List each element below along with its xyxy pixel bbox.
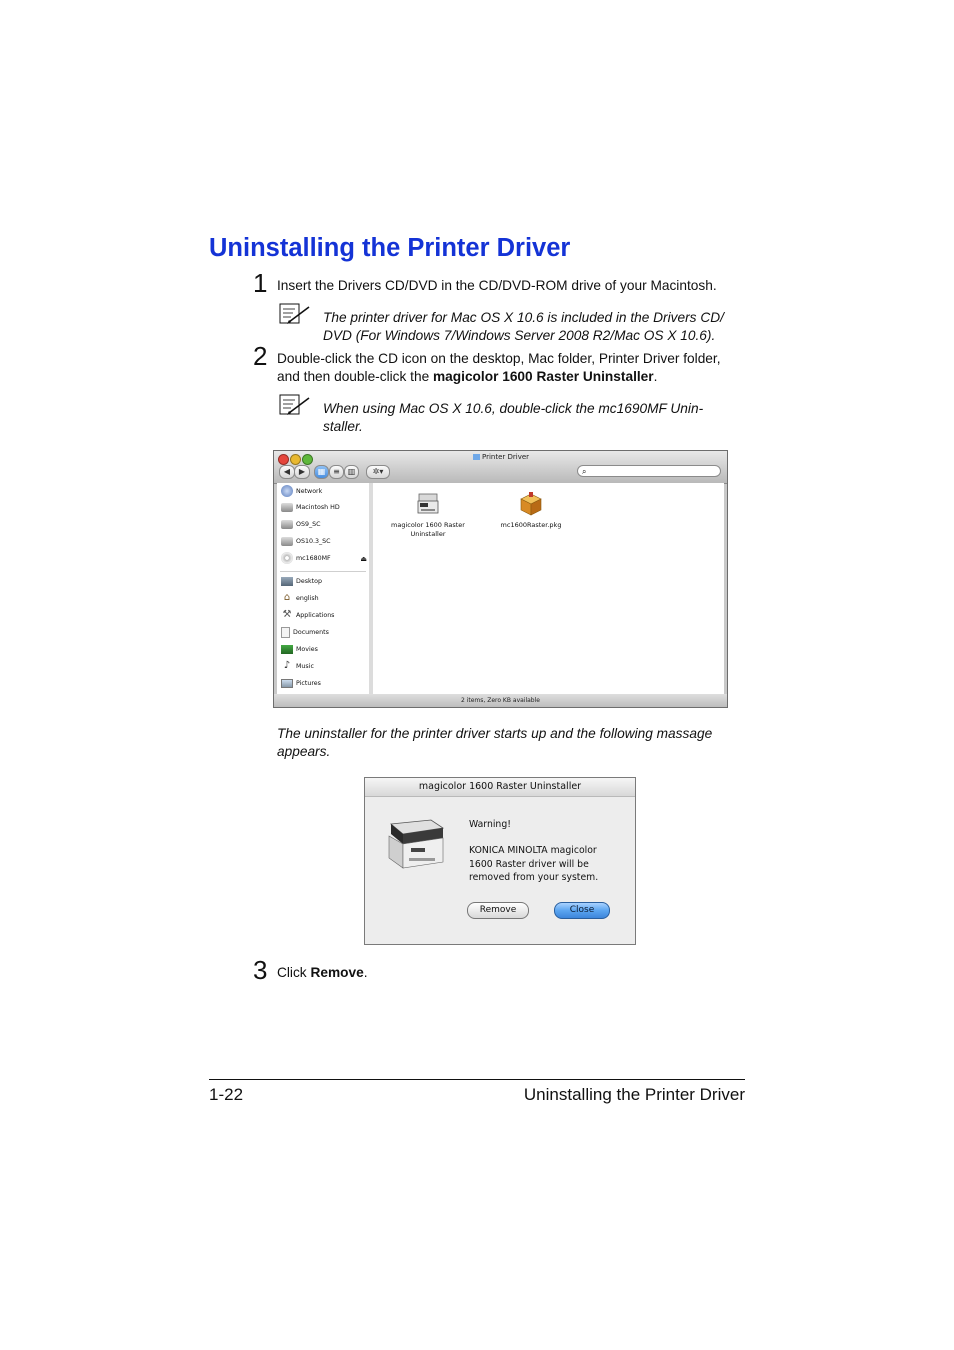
dialog-message-line-3: removed from your system. (469, 872, 599, 883)
zoom-window-button[interactable] (302, 454, 313, 465)
file-label-line-1: magicolor 1600 Raster (391, 521, 465, 529)
sidebar-label: Network (296, 488, 323, 495)
forward-icon[interactable]: ▶ (294, 465, 310, 479)
remove-button[interactable]: Remove (467, 902, 529, 919)
sidebar-item-macintosh-hd[interactable] (281, 501, 369, 515)
sidebar-label: mc1680MF (296, 555, 331, 562)
list-view-button[interactable]: ≡ (329, 465, 344, 479)
package-icon (518, 491, 544, 517)
sidebar-label: Documents (293, 629, 329, 636)
music-icon: ♪ (283, 660, 291, 671)
note-2-line-1: When using Mac OS X 10.6, double-click the mc1690MF Unin- (323, 401, 704, 416)
eject-icon[interactable]: ⏏ (360, 555, 367, 563)
step-number-3: 3 (253, 955, 268, 985)
sidebar-item-movies[interactable] (281, 643, 369, 657)
finder-content (373, 483, 724, 694)
icon-view-button[interactable]: ▦ (314, 465, 329, 479)
folder-icon (473, 454, 480, 460)
note-icon (279, 303, 311, 325)
sidebar-label: OS9_SC (296, 521, 321, 528)
step-3-prefix: Click (277, 965, 311, 980)
sidebar-item-pictures[interactable] (281, 677, 369, 691)
documents-icon (281, 627, 290, 638)
step-2-prefix: and then double-click the (277, 369, 433, 384)
sidebar-divider (280, 571, 366, 572)
desktop-icon (281, 577, 293, 586)
sidebar-label: Desktop (296, 578, 322, 585)
finder-toolbar (274, 451, 727, 484)
section-heading: Uninstalling the Printer Driver (209, 234, 571, 262)
uninstaller-dialog (364, 777, 636, 945)
finder-title-text: Printer Driver (482, 453, 530, 461)
sidebar-label: Macintosh HD (296, 504, 340, 511)
step-3-bold: Remove (310, 965, 364, 980)
note-1-line-1: The printer driver for Mac OS X 10.6 is included in the Drivers CD/ (323, 310, 724, 325)
file-uninstaller[interactable] (383, 491, 473, 538)
step-number-2: 2 (253, 341, 268, 371)
sidebar-label: Music (296, 663, 314, 670)
step-2-line-2 (277, 368, 657, 386)
sidebar-item-documents[interactable] (281, 626, 369, 640)
applications-icon: ⚒ (282, 609, 292, 620)
search-input[interactable] (577, 465, 721, 477)
file-label-line-2: Uninstaller (410, 529, 446, 538)
step-2-bold: magicolor 1600 Raster Uninstaller (433, 369, 654, 384)
finder-sidebar (277, 483, 371, 694)
step-3-suffix: . (363, 965, 368, 980)
finder-title (473, 453, 529, 461)
dialog-message-line-1: KONICA MINOLTA magicolor (469, 845, 597, 856)
sidebar-item-os9-sc[interactable] (281, 518, 369, 532)
home-icon: ⌂ (283, 592, 291, 603)
sidebar-item-music[interactable] (281, 660, 369, 674)
sidebar-label: Pictures (296, 680, 321, 687)
sidebar-item-os10-3-sc[interactable] (281, 535, 369, 549)
sidebar-label: Applications (296, 612, 335, 619)
pictures-icon (281, 679, 293, 688)
close-window-button[interactable] (278, 454, 289, 465)
search-icon: ⌕ (582, 467, 587, 476)
step-2-suffix: . (653, 369, 658, 384)
finder-window (273, 450, 728, 708)
disk-icon (281, 503, 293, 512)
file-label-line-1: mc1600Raster.pkg (500, 521, 562, 529)
sidebar-item-mc1680mf[interactable] (281, 552, 369, 566)
footer-section-title: Uninstalling the Printer Driver (523, 1085, 745, 1104)
step-number-1: 1 (253, 268, 268, 298)
back-icon[interactable]: ◀ (279, 465, 295, 479)
printer-icon (415, 491, 441, 517)
sidebar-item-network[interactable] (281, 485, 369, 499)
cd-icon (281, 552, 293, 564)
footer-rule (209, 1079, 745, 1080)
sidebar-item-english[interactable] (281, 592, 369, 606)
close-button[interactable]: Close (554, 902, 610, 919)
note-icon (279, 394, 311, 416)
caption-line-2: appears. (277, 744, 331, 759)
minimize-window-button[interactable] (290, 454, 301, 465)
note-2-line-2: staller. (323, 419, 363, 434)
sidebar-label: Movies (296, 646, 318, 653)
dialog-warning: Warning! (469, 819, 511, 830)
dialog-title: magicolor 1600 Raster Uninstaller (365, 778, 635, 797)
note-1-line-2: DVD (For Windows 7/Windows Server 2008 R2/Mac OS X 10.6). (323, 328, 716, 343)
dialog-message-line-2: 1600 Raster driver will be (469, 858, 589, 870)
sidebar-label: english (296, 595, 319, 602)
step-3-text (277, 964, 368, 982)
network-icon (281, 485, 293, 497)
disk-icon (281, 520, 293, 529)
sidebar-label: OS10.3_SC (296, 538, 331, 545)
disk-icon (281, 537, 293, 546)
sidebar-item-applications[interactable] (281, 609, 369, 623)
sidebar-item-desktop[interactable] (281, 575, 369, 589)
printer-icon (383, 812, 449, 872)
step-2-line-1: Double-click the CD icon on the desktop, Mac folder, Printer Driver folder, (277, 351, 721, 366)
file-package[interactable] (486, 491, 576, 530)
finder-status-bar: 2 items, Zero KB available (274, 694, 727, 707)
caption-line-1: The uninstaller for the printer driver starts up and the following massage (277, 726, 713, 741)
page-number: 1-22 (209, 1085, 244, 1104)
column-view-button[interactable]: ▥ (344, 465, 359, 479)
step-1-text: Insert the Drivers CD/DVD in the CD/DVD-ROM drive of your Macintosh. (277, 278, 717, 293)
movies-icon (281, 645, 293, 654)
gear-icon[interactable]: ✲▾ (366, 465, 390, 479)
